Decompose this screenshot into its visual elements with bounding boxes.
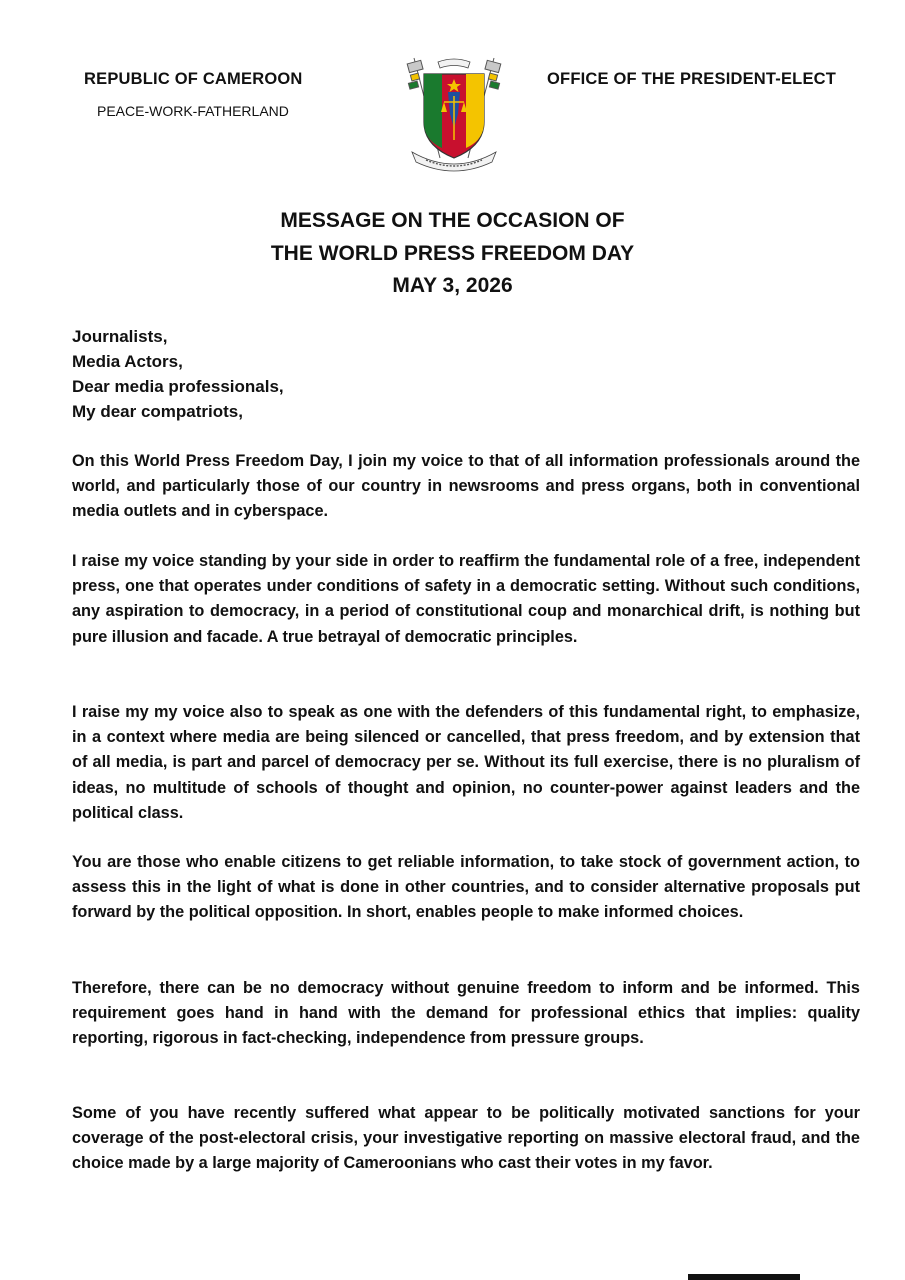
salutation-line: Journalists, xyxy=(72,327,168,346)
paragraph: I raise my my voice also to speak as one with the defenders of this fundamental right, to emphasize, in a context where media are being silenced or cancelled, that press freedom, and by extension that of all media, is part and parcel of democracy per se. Without its full exercise, there is no pluralism of ideas, no multitude of schools of thought and opinion, no counter-power against leaders and the political class. xyxy=(72,703,860,822)
paragraph: I raise my voice standing by your side in order to reaffirm the fundamental role of a free, independent press, one that operates under conditions of safety in a democratic setting. Without such conditions, any aspiration to democracy, in a period of constitutional coup and monarchical drift, is nothing but pure illusion and facade. A true betrayal of democratic principles. xyxy=(72,552,860,646)
document-title xyxy=(0,205,905,303)
salutation-line: Dear media professionals, xyxy=(72,377,284,396)
paragraph: On this World Press Freedom Day, I join my voice to that of all information professionals around the world, and particularly those of our country in newsrooms and press organs, both in conventional media outlets and in cyberspace. xyxy=(72,452,860,521)
title-line-2: THE WORLD PRESS FREEDOM DAY xyxy=(270,241,635,265)
country-name: REPUBLIC OF CAMEROON xyxy=(84,70,303,88)
salutation-line: My dear compatriots, xyxy=(72,402,243,421)
paragraph: Therefore, there can be no democracy without genuine freedom to inform and be informed. This requirement goes hand in hand with the demand for professional ethics that implies: quality reporting, rigorous in fact-checking, independence from pressure groups. xyxy=(72,979,860,1048)
salutation xyxy=(72,324,284,424)
title-date: MAY 3, 2026 xyxy=(392,274,513,297)
paragraph: You are those who enable citizens to get reliable information, to take stock of government action, to assess this in the light of what is done in other countries, and to consider alternative proposals put forward by the political opposition. In short, enables people to make informed choices. xyxy=(72,853,860,922)
paragraph: Some of you have recently suffered what appear to be politically motivated sanctions for your coverage of the post-electoral crisis, your investigative reporting on massive electoral fraud, and the choice made by a large majority of Cameroonians who cast their votes in my favor. xyxy=(72,1104,860,1173)
title-line-1: MESSAGE ON THE OCCASION OF xyxy=(280,209,625,232)
page-edge-bar xyxy=(688,1274,800,1280)
salutation-line: Media Actors, xyxy=(72,352,183,371)
office-name: OFFICE OF THE PRESIDENT-ELECT xyxy=(547,70,837,88)
national-motto: PEACE-WORK-FATHERLAND xyxy=(97,103,289,119)
coat-of-arms-icon xyxy=(400,52,508,176)
